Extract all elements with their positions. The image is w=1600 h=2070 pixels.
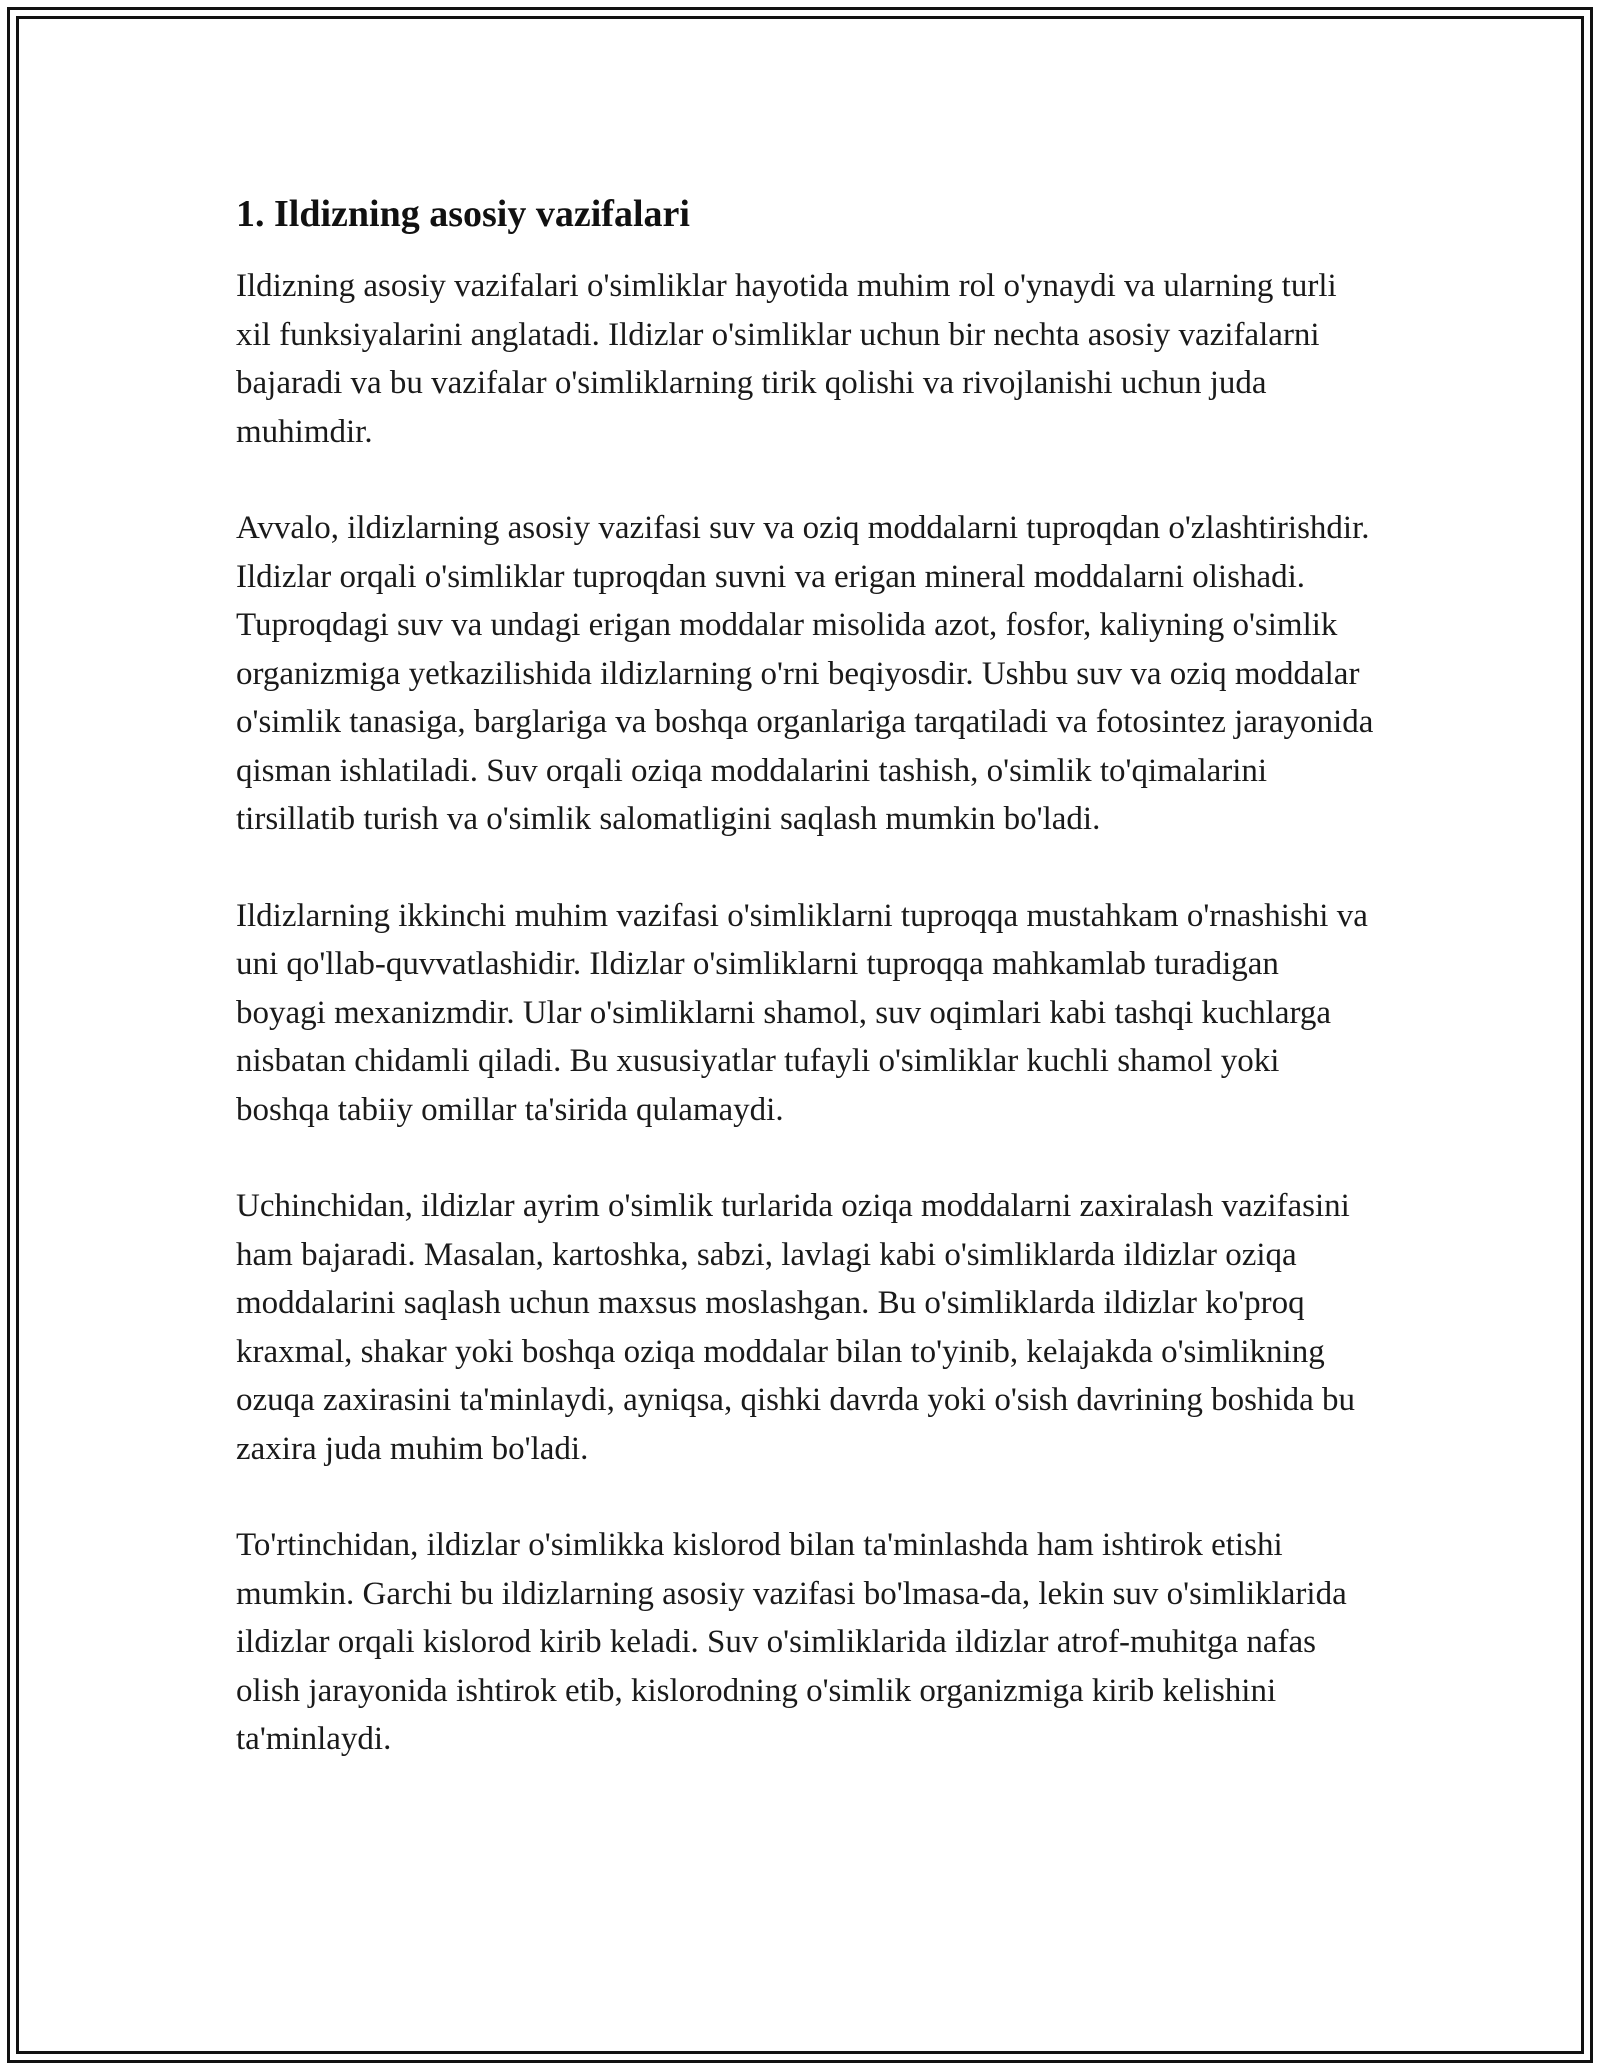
paragraph-storage: Uchinchidan, ildizlar ayrim o'simlik turlarida oziqa moddalarni zaxiralash vazifasini ham bajaradi. Masalan, kartoshka, sabzi, lavlagi kabi o'simliklarda ildizlar oziqa moddalarini saqlash uchun maxsus moslashgan. Bu o'simliklarda ildizlar ko'proq kraxmal, shakar yoki boshqa oziqa moddalar bilan to'yinib, kelajakda o'simlikning ozuqa zaxirasini ta'minlaydi, ayniqsa, qishki davrda yoki o'sish davrining boshida bu zaxira juda muhim bo'ladi. (236, 1188, 1356, 1467)
paragraph-anchoring: Ildizlarning ikkinchi muhim vazifasi o'simliklarni tuproqqa mustahkam o'rnashishi va uni qo'llab-quvvatlashidir. Ildizlar o'simliklarni tuproqqa mahkamlab turadigan boyagi mexanizmdir. Ular o'simliklarni shamol, suv oqimlari kabi tashqi kuchlarga nisbatan chidamli qiladi. Bu xususiyatlar tufayli o'simliklar kuchli shamol yoki boshqa tabiiy omillar ta'sirida qulamaydi. (236, 897, 1368, 1128)
paragraph-oxygen: To'rtinchidan, ildizlar o'simlikka kislorod bilan ta'minlashda ham ishtirok etishi mumkin. Garchi bu ildizlarning asosiy vazifasi bo'lmasa-da, lekin suv o'simliklarida ildizlar orqali kislorod kirib keladi. Suv o'simliklarida ildizlar atrof-muhitga nafas olish jarayonida ishtirok etib, kislorodning o'simlik organizmiga kirib kelishini ta'minlaydi. (236, 1527, 1347, 1757)
document-page (236, 188, 1376, 1812)
section-heading: 1. Ildizning asosiy vazifalari (236, 193, 690, 235)
paragraph-intro: Ildizning asosiy vazifalari o'simliklar hayotida muhim rol o'ynaydi va ularning turli xil funksiyalarini anglatadi. Ildizlar o'simliklar uchun bir nechta asosiy vazifalarni bajaradi va bu vazifalar o'simliklarning tirik qolishi va rivojlanishi uchun juda muhimdir. (236, 268, 1337, 450)
paragraph-water-nutrients: Avvalo, ildizlarning asosiy vazifasi suv va oziq moddalarni tuproqdan o'zlashtirishdir. Ildizlar orqali o'simliklar tuproqdan suvni va erigan mineral moddalarni olishadi. Tuproqdagi suv va undagi erigan moddalar misolida azot, fosfor, kaliyning o'simlik organizmiga yetkazilishida ildizlarning o'rni beqiyosdir. Ushbu suv va oziq moddalar o'simlik tanasiga, barglariga va boshqa organlariga tarqatiladi va fotosintez jarayonida qisman ishlatiladi. Suv orqali oziqa moddalarini tashish, o'simlik to'qimalarini tirsillatib turish va o'simlik salomatligini saqlash mumkin bo'ladi. (236, 510, 1374, 837)
